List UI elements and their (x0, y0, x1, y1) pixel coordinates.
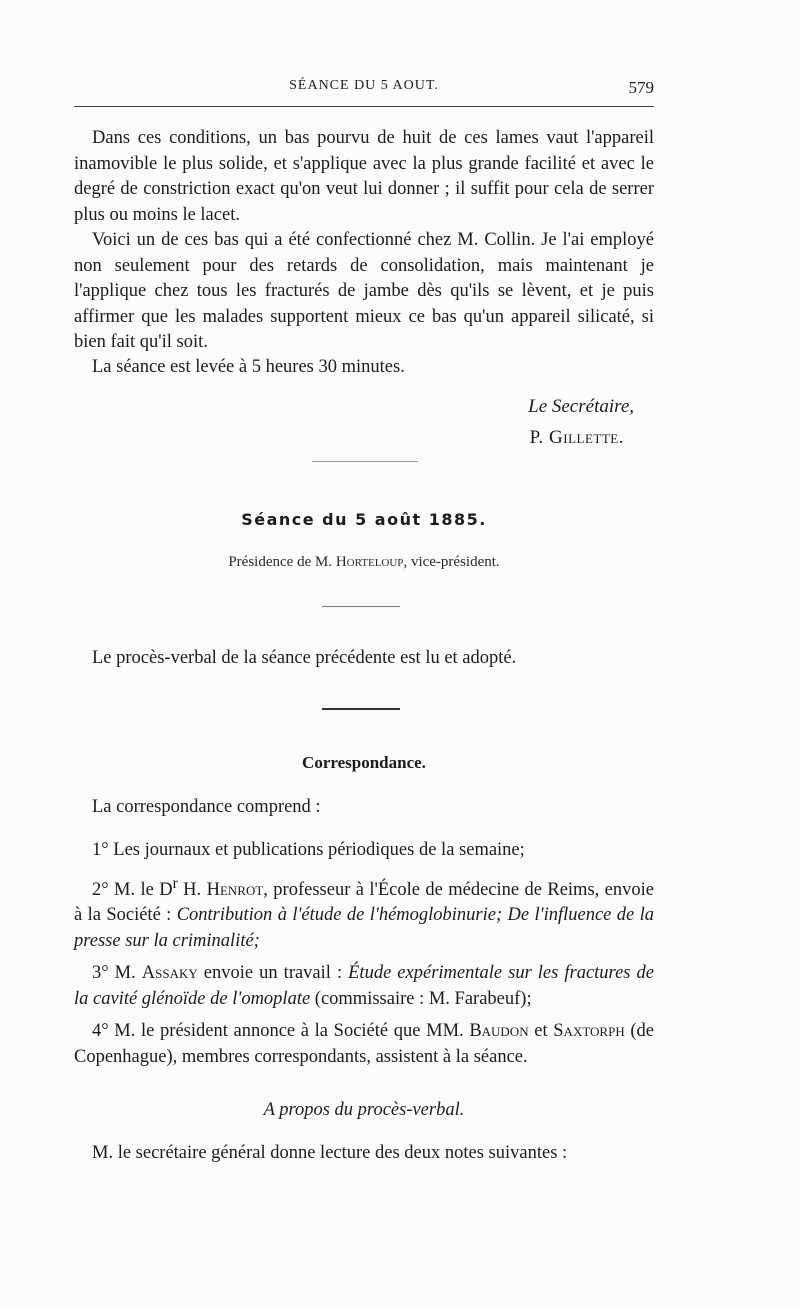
text-run: envoie un travail : (197, 963, 349, 984)
signature-role: Le Secrétaire, (528, 396, 634, 417)
separator-rule (322, 606, 400, 607)
paragraph: Voici un de ces bas qui a été confectionné chez M. Collin. Je l'ai employé non seulement pour des retards de consolidation, mais maintenant je l'applique chez tous les fracturés de jambe dès qu'ils se lèvent, et je puis affirmer que les malades supportent mieux ce bas qu'un appareil silicaté, si bien fait qu'il soit. (74, 230, 654, 352)
presidence-line (74, 554, 654, 571)
member-name: Baudon (469, 1021, 529, 1042)
list-item (74, 961, 654, 1012)
seance-heading: Séance du 5 août 1885. (241, 510, 487, 529)
text-run: 3° M. (92, 963, 142, 984)
text-run: r (172, 874, 178, 892)
signature-initial: P. (529, 427, 544, 448)
separator-rule (322, 708, 400, 710)
correspondance-heading: Correspondance. (302, 753, 426, 772)
header-rule (74, 106, 654, 107)
president-name: Horteloup (335, 554, 404, 570)
list-item: 1° Les journaux et publications périodiques de la semaine; (92, 840, 525, 860)
correspondance-intro: La correspondance comprend : (92, 797, 321, 817)
work-title: Étude expérimentale sur les fractures de la cavité glénoïde de l'omoplate (74, 963, 654, 1009)
text-run: , professeur à l'École de médecine de Reims, envoie à la Société : (74, 879, 654, 926)
author-name: Henrot (206, 879, 264, 900)
correspondance-list (74, 838, 654, 1077)
work-title: Contribution à l'étude de l'hémoglobinurie; De l'influence de la presse sur la criminalité; (74, 905, 654, 951)
paragraph: M. le secrétaire général donne lecture des deux notes suivantes : (92, 1143, 568, 1163)
list-item (74, 1019, 654, 1070)
member-name: Saxtorph (553, 1021, 625, 1042)
body-text-bottom (74, 1141, 654, 1167)
running-head (74, 78, 654, 102)
proces-verbal: Le procès-verbal de la séance précédente est lu et adopté. (92, 648, 517, 668)
seance-levee: La séance est levée à 5 heures 30 minutes. (92, 357, 405, 377)
page-number: 579 (628, 78, 654, 97)
body-text-top (74, 126, 654, 356)
author-name: Assaky (141, 963, 198, 984)
presidence-suffix: , vice-président. (403, 554, 500, 570)
text-run: (commissaire : M. Farabeuf); (310, 988, 532, 1009)
signature-surname: Gillette. (549, 427, 624, 448)
apropos-heading: A propos du procès-verbal. (263, 1100, 465, 1120)
text-run: 2° M. le D (92, 879, 173, 900)
running-head-title: SÉANCE DU 5 AOUT. (289, 78, 439, 93)
presidence-prefix: Présidence de M. (228, 554, 333, 570)
paragraph: Dans ces conditions, un bas pourvu de huit de ces lames vaut l'appareil inamovible le plus solide, et s'applique avec la plus grande facilité et avec le degré de constriction exact qu'on veut lui donner ; il suffit pour cela de serrer plus ou moins le lacet. (74, 128, 654, 225)
text-run: (de Copenhague), membres correspondants, assistent à la séance. (74, 1021, 654, 1067)
list-item (74, 871, 654, 955)
separator-rule (312, 461, 418, 462)
signature-name (74, 427, 654, 449)
text-run: H. (177, 879, 207, 900)
text-run: 4° M. le président annonce à la Société que MM. (92, 1021, 470, 1042)
text-run: et (528, 1021, 554, 1042)
